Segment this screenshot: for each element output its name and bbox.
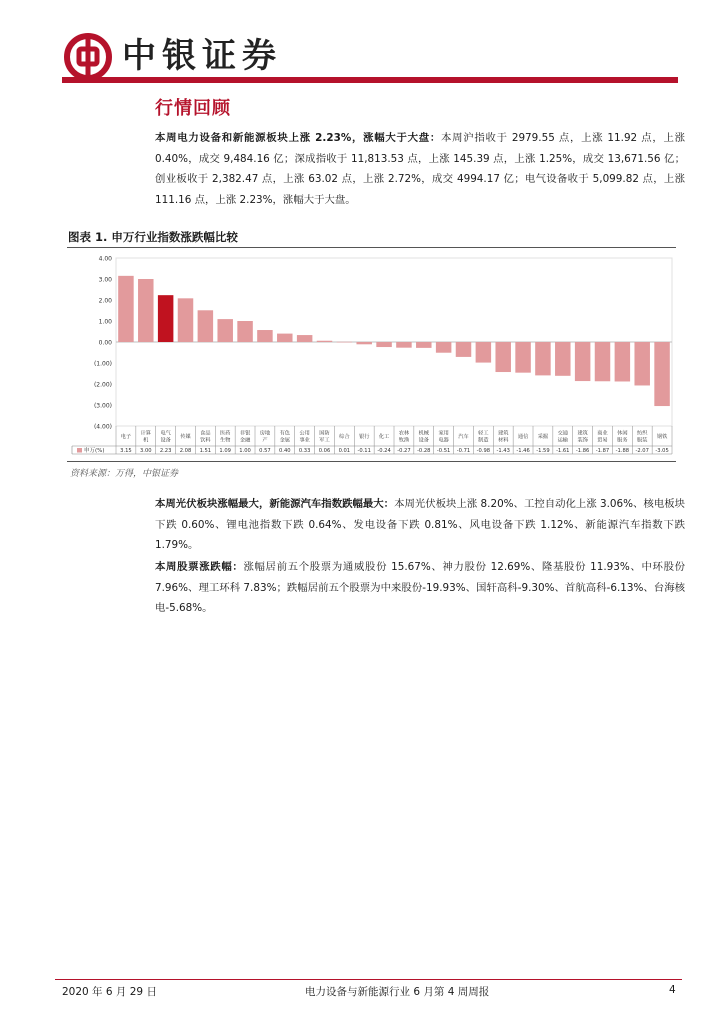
x-category-label: 公用事业 <box>299 430 310 444</box>
data-value-label: 0.40 <box>279 448 291 455</box>
data-value-label: 0.06 <box>318 448 331 455</box>
x-category-label: 计算机 <box>140 430 151 444</box>
report-date: 2020 年 6 月 29 日 <box>62 986 157 998</box>
x-category-label: 有色金属 <box>279 430 290 444</box>
bar <box>515 342 530 373</box>
x-category-label: 综合 <box>339 434 350 440</box>
paragraph-body: 本周沪指收于 2979.55 点，上涨 11.92 点，上涨 0.40%，成交 9,484.16 亿；深成指收于 11,813.53 点，上涨 145.39 点，上涨 1.25%，成交 13,671.56 亿；创业板收于 2,382.47 点，上涨 63.02 点，上涨 2.72%，成交 4994.17 亿；电气设备收于 5,099.82 点，上涨 111.16 点，上涨 2.23%，涨幅大于大盘。 <box>155 132 685 206</box>
x-category-label: 交通运输 <box>557 430 568 444</box>
data-value-label: -1.59 <box>536 448 550 455</box>
x-category-label: 非银金融 <box>239 430 251 444</box>
data-value-label: -0.51 <box>436 448 451 455</box>
data-value-label: -2.07 <box>635 448 649 455</box>
x-category-label: 钢铁 <box>656 434 668 440</box>
x-category-label: 传媒 <box>180 434 191 440</box>
y-tick-label: 4.00 <box>98 255 112 263</box>
data-value-label: -0.71 <box>456 448 471 455</box>
data-value-label: -1.86 <box>575 448 590 455</box>
y-tick-label: 2.00 <box>98 297 112 305</box>
industry-index-bar-chart <box>68 250 676 458</box>
bar <box>436 342 451 353</box>
bar <box>257 330 272 342</box>
bar <box>416 342 431 348</box>
bar <box>277 334 292 342</box>
y-tick-label: (2.00) <box>93 381 112 389</box>
x-category-label: 商业贸易 <box>597 430 608 444</box>
y-tick-label: (3.00) <box>93 402 112 410</box>
bar <box>495 342 510 372</box>
bar <box>615 342 630 381</box>
x-category-label: 家用电器 <box>438 430 449 444</box>
x-category-label: 银行 <box>359 434 370 440</box>
x-category-label: 建筑装饰 <box>577 430 588 444</box>
y-tick-label: (1.00) <box>93 360 112 368</box>
y-tick-label: 3.00 <box>98 276 112 284</box>
x-category-label: 机械设备 <box>418 430 429 444</box>
bank-of-china-logo-icon <box>64 33 112 81</box>
x-category-label: 休闲服务 <box>617 430 628 444</box>
bar <box>575 342 590 381</box>
data-value-label: 1.51 <box>199 448 212 455</box>
x-category-label: 化工 <box>378 434 390 440</box>
x-category-label: 建筑材料 <box>498 430 509 444</box>
footer-divider <box>55 979 682 980</box>
bar <box>535 342 550 375</box>
data-value-label: 1.09 <box>219 448 231 455</box>
bar <box>555 342 570 376</box>
bar <box>476 342 491 363</box>
data-value-label: 3.15 <box>120 448 132 455</box>
legend-label: 申万(%) <box>84 448 105 454</box>
bar <box>376 342 391 347</box>
x-category-label: 食品饮料 <box>200 430 211 444</box>
bar <box>356 342 371 344</box>
x-category-label: 采掘 <box>537 434 549 440</box>
figure-title: 图表 1. 申万行业指数涨跌幅比较 <box>68 230 238 244</box>
data-value-label: -0.24 <box>377 448 391 455</box>
bar <box>654 342 669 406</box>
figure-bottom-rule <box>67 461 676 462</box>
data-value-label: 2.08 <box>179 448 192 455</box>
x-category-label: 纺织服装 <box>637 430 648 444</box>
paragraph-body: 本周光伏板块上涨 8.20%、工控自动化上涨 3.06%、核电板块下跌 0.60%、锂电池指数下跌 0.64%、发电设备下跌 0.81%、风电设备下跌 1.12%、新能源汽车指数下跌 1.79%。 <box>155 498 685 551</box>
brand-name: 中银证券 <box>122 36 282 76</box>
figure-source: 资料来源：万得，中银证券 <box>70 469 179 479</box>
x-category-label: 电气设备 <box>160 430 171 444</box>
bar <box>456 342 471 357</box>
x-category-label: 房地产 <box>259 430 271 444</box>
bar <box>198 310 213 342</box>
bar <box>217 319 232 342</box>
market-review-paragraph <box>155 128 685 210</box>
bar <box>138 279 153 342</box>
header-divider <box>62 77 678 83</box>
data-value-label: 3.00 <box>140 448 152 455</box>
bar <box>237 321 252 342</box>
y-tick-label: 1.00 <box>98 318 112 326</box>
bar <box>297 335 312 342</box>
paragraph-lead: 本周光伏板块涨幅最大，新能源汽车指数跌幅最大： <box>155 498 395 510</box>
x-category-label: 汽车 <box>458 434 469 440</box>
data-value-label: -0.11 <box>357 448 371 455</box>
x-category-label: 国防军工 <box>319 430 330 444</box>
y-tick-label: (4.00) <box>93 423 112 431</box>
data-value-label: 0.01 <box>338 448 351 455</box>
data-value-label: -1.46 <box>516 448 530 455</box>
sector-performance-paragraph <box>155 494 685 556</box>
data-value-label: -1.61 <box>556 448 570 455</box>
bar <box>634 342 649 385</box>
x-category-label: 农林牧渔 <box>398 430 410 444</box>
x-category-label: 轻工制造 <box>478 430 489 444</box>
x-category-label: 电子 <box>120 434 132 440</box>
data-value-label: 1.00 <box>239 448 251 455</box>
bar <box>317 341 332 342</box>
data-value-label: -0.98 <box>476 448 491 455</box>
paragraph-body: 涨幅居前五个股票为通威股份 15.67%、神力股份 12.69%、隆基股份 11.93%、中环股份 7.96%、理工环科 7.83%；跌幅居前五个股票为中来股份-19.93%、国轩高科-9.30%、首航高科-6.13%、台海核电-5.68%。 <box>155 561 686 614</box>
data-value-label: -1.43 <box>496 448 510 455</box>
bar <box>396 342 411 348</box>
figure-top-rule <box>67 247 676 248</box>
report-title: 电力设备与新能源行业 6 月第 4 周周报 <box>305 986 490 998</box>
x-category-label: 通信 <box>517 434 529 440</box>
stock-movers-paragraph <box>155 557 685 619</box>
data-value-label: -1.87 <box>595 448 610 455</box>
data-value-label: -1.88 <box>615 448 630 455</box>
bar <box>118 276 133 342</box>
bar <box>337 342 352 343</box>
y-tick-label: 0.00 <box>98 339 112 347</box>
data-value-label: -0.27 <box>397 448 411 455</box>
paragraph-lead: 本周电力设备和新能源板块上涨 2.23%，涨幅大于大盘： <box>155 132 442 144</box>
x-category-label: 医药生物 <box>220 430 231 444</box>
bar <box>178 298 193 342</box>
legend-swatch <box>77 448 82 453</box>
section-title: 行情回顾 <box>155 98 231 119</box>
data-value-label: 0.57 <box>259 448 271 455</box>
bar <box>158 295 173 342</box>
data-value-label: -3.05 <box>655 448 669 455</box>
data-value-label: -0.28 <box>417 448 431 455</box>
paragraph-lead: 本周股票涨跌幅： <box>155 561 244 573</box>
data-value-label: 2.23 <box>159 448 172 455</box>
data-value-label: 0.33 <box>298 448 311 455</box>
bar <box>595 342 610 381</box>
page-number: 4 <box>669 984 676 996</box>
